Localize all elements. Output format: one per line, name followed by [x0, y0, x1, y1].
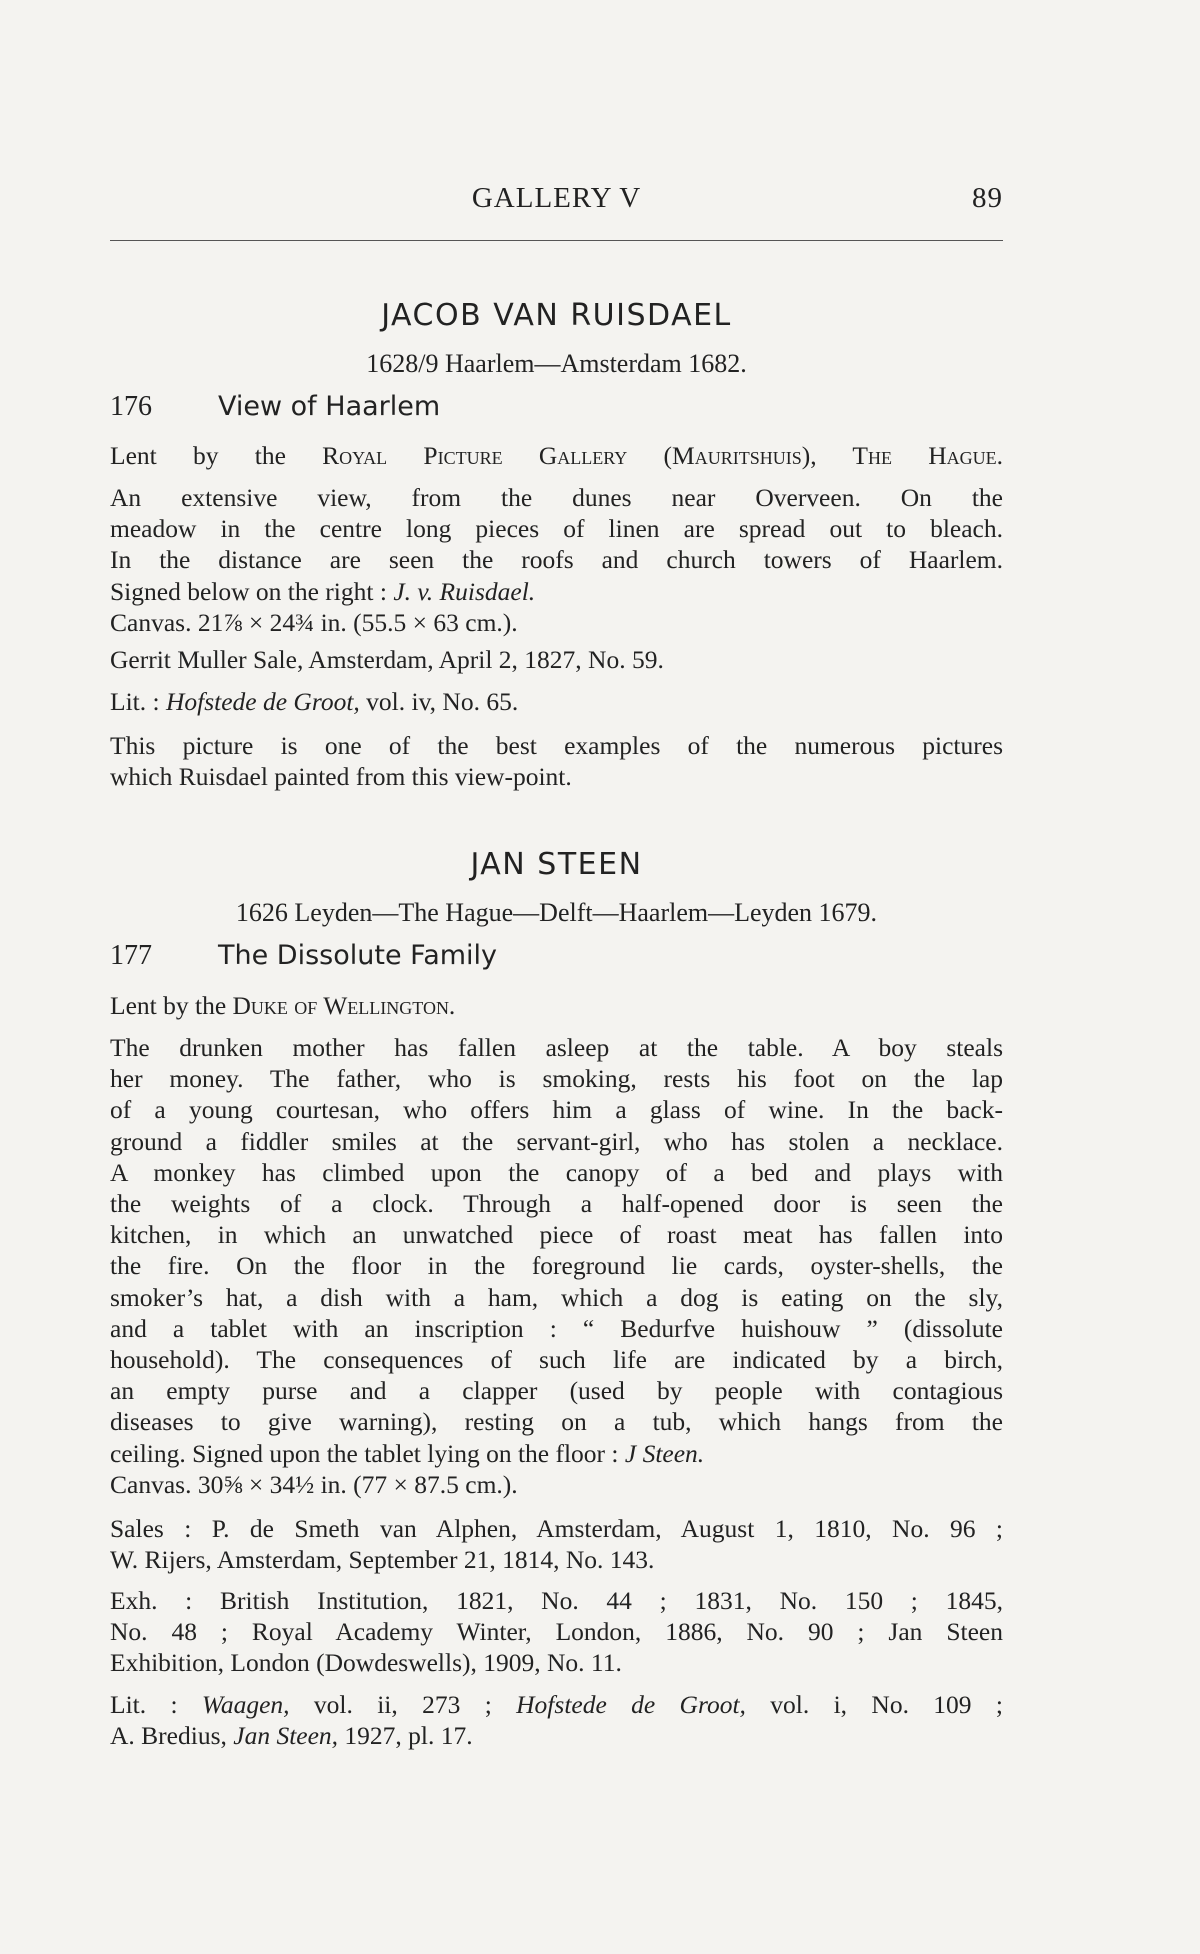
literature: Lit. : Waagen, vol. ii, 273 ; Hofstede de Groot, vol. i, No. 109 ; A. Bredius, Jan Steen, 1927, pl. 17. [110, 1690, 1003, 1751]
header-rule [110, 240, 1003, 241]
entry-heading [110, 391, 1003, 423]
entry-title: The Dissolute Family [218, 940, 498, 971]
lender-line: Lent by the Royal Picture Gallery (Mauritshuis), The Hague. [110, 441, 1003, 470]
artist-heading: JAN STEEN [470, 847, 643, 882]
exhibitions: Exh. : British Institution, 1821, No. 44 ; 1831, No. 150 ; 1845, No. 48 ; Royal Academy Winter, London, 1886, No. 90 ; Jan Steen Exhibition, London (Dowdeswells), 1909, No. 11. [110, 1586, 1003, 1678]
signature: J Steen. [624, 1438, 705, 1468]
entry-title: View of Haarlem [218, 391, 441, 422]
literature: Lit. : Hofstede de Groot, vol. iv, No. 65. [110, 687, 519, 716]
signature: J. v. Ruisdael. [393, 576, 536, 606]
lender-name: Duke of Wellington. [232, 991, 456, 1020]
lender-name: Royal Picture Gallery (Mauritshuis), The Hague. [322, 441, 1003, 470]
provenance: Gerrit Muller Sale, Amsterdam, April 2, 1827, No. 59. [110, 645, 664, 674]
note: This picture is one of the best examples of the numerous pictures which Ruisdael painted from this view-point. [110, 731, 1003, 792]
sales: Sales : P. de Smeth van Alphen, Amsterdam, August 1, 1810, No. 96 ; W. Rijers, Amsterdam, September 21, 1814, No. 143. [110, 1514, 1003, 1575]
canvas-dimensions: Canvas. 30⅝ × 34½ in. (77 × 87.5 cm.). [110, 1469, 518, 1499]
gallery-title: GALLERY V [471, 182, 642, 214]
page-number: 89 [972, 182, 1003, 214]
lender-line: Lent by the Duke of Wellington. [110, 991, 456, 1020]
artist-heading: JACOB VAN RUISDAEL [381, 298, 732, 333]
artist-dates: 1628/9 Haarlem—Amsterdam 1682. [366, 349, 747, 378]
description: An extensive view, from the dunes near Overveen. On the meadow in the centre long pieces of linen are spread out to bleach. In the distance are seen the roofs and church towers of Haarlem. Signed below on the right : J. v. Ruisdael. Canvas. 21⅞ × 24¾ in. (55.5 × 63 cm.). [110, 483, 1003, 637]
canvas-dimensions: Canvas. 21⅞ × 24¾ in. (55.5 × 63 cm.). [110, 607, 518, 637]
entry-heading [110, 940, 1003, 972]
description: The drunken mother has fallen asleep at the table. A boy steals her money. The father, who is smoking, rests his foot on the lap of a young courtesan, who offers him a glass of wine. In the back- ground a fiddler smiles at the servant-girl, who has stolen a necklace. A monkey has climbed upon the canopy of a bed and plays with the weights of a clock. Through a half-opened door is seen the kitchen, in which an unwatched piece of roast meat has fallen into the fire. On the floor in the foreground lie cards, oyster-shells, the smoker’s hat, a dish with a ham, which a dog is eating on the sly, and a tablet with an inscription : “ Bedurfve huishouw ” (dissolute household). The consequences of such life are indicated by a birch, an empty purse and a clapper (used by people with contagious diseases to give warning), resting on a tub, which hangs from the ceiling. Signed upon the tablet lying on the floor : J Steen. Canvas. 30⅝ × 34½ in. (77 × 87.5 cm.). [110, 1033, 1003, 1499]
entry-number: 177 [110, 940, 152, 971]
entry-number: 176 [110, 391, 152, 422]
artist-dates: 1626 Leyden—The Hague—Delft—Haarlem—Leyden 1679. [235, 898, 878, 927]
